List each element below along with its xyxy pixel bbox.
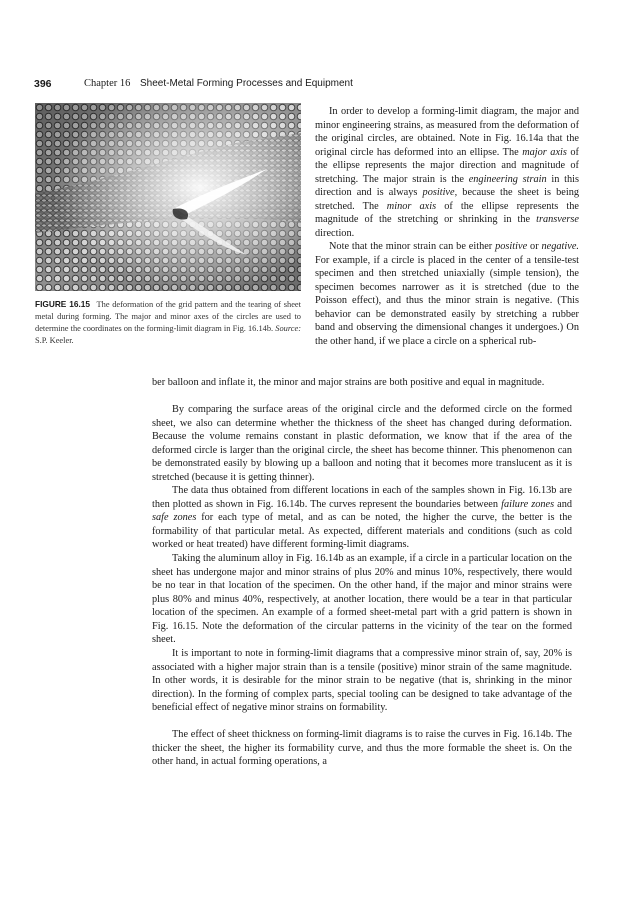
figure-caption (35, 298, 301, 347)
figure-source: S.P. Keeler. (35, 336, 74, 345)
figure-photo (35, 103, 301, 291)
figure-caption-text: The deformation of the grid pattern and the tearing of sheet metal during forming. The major and minor axes of the circles are used to determine the coordinates on the forming-limit diagram in Fig. 16.14b. (35, 300, 301, 333)
chapter-title: Sheet-Metal Forming Processes and Equipment (140, 78, 353, 89)
paragraph-sheet-thickness: The effect of sheet thickness on forming-limit diagrams is to raise the curves in Fig. 16.14b. The thicker the sheet, the higher its formability curve, and thus the more formable the sheet is. On the other hand, in actual forming operations, a (152, 729, 572, 768)
paragraph-forming-limit: In order to develop a forming-limit diagram, the major and minor engineering strains, as measured from the deformation of the original circles, are obtained. Note in Fig. 16.14a that the original circle has deformed into an ellipse. The major axis of the ellipse represents the major direction and magnitude of stretching. The major strain is the engineering strain in this direction and is always positive, because the sheet is being stretched. The minor axis of the ellipse represents the magnitude of the stretching or shrinking in the transverse direction. (315, 106, 579, 239)
figure-label: FIGURE 16.15 (35, 299, 90, 309)
paragraph-data-plotted: The data thus obtained from different locations in each of the samples shown in Fig. 16.13b are then plotted as shown in Fig. 16.14b. The curves represent the boundaries between failure zones and safe zones for each type of metal, and as can be noted, the higher the curve, the better is the formability of that particular metal. As expected, different materials and conditions (such as cold worked or heat treated) have different forming-limit diagrams. (152, 485, 572, 551)
chapter-label: Chapter 16 (84, 78, 131, 89)
figure-source-label: Source: (275, 324, 301, 333)
paragraph-minor-strain: Note that the minor strain can be either positive or negative. For example, if a circle is placed in the center of a tensile-test specimen and then stretched uniaxially (simple tension), the specimen becomes narrower as it is stretched (due to the Poisson effect), and thus the minor strain is negative. (This behavior can be demonstrated easily by stretching a rubber band and observing the dimensional changes it undergoes.) On the other hand, if we place a circle on a spherical rub- (315, 241, 579, 347)
page-number: 396 (34, 78, 52, 90)
paragraph-minor-strain-continued: ber balloon and inflate it, the minor and major strains are both positive and equal in magnitude. (152, 377, 545, 388)
paragraph-aluminum-example: Taking the aluminum alloy in Fig. 16.14b as an example, if a circle in a particular location on the sheet has undergone major and minor strains of plus 20% and minus 10%, respectively, there would be no tear in that location of the specimen. On the other hand, if the major and minor strains were plus 80% and minus 40%, respectively, at another location, there would be a tear in that particular location of the specimen. An example of a formed sheet-metal part with a grid pattern is shown in Fig. 16.15. Note the deformation of the circular patterns in the vicinity of the tear on the formed sheet. (152, 553, 572, 646)
paragraph-compressive-strain: It is important to note in forming-limit diagrams that a compressive minor strain of, say, 20% is associated with a higher major strain than is a tensile (positive) minor strain of the same magnitude. In other words, it is desirable for the minor strain to be negative (that is, shrinking in the minor direction). In the forming of complex parts, special tooling can be designed to take advantage of the beneficial effect of negative minor strains on formability. (152, 648, 572, 714)
paragraph-surface-areas: By comparing the surface areas of the original circle and the deformed circle on the formed sheet, we also can determine whether the thickness of the sheet has changed during deformation. Because the volume remains constant in plastic deformation, we know that if the area of the deformed circle is larger than the original circle, the sheet has become thinner. This phenomenon can be demonstrated easily by blowing up a balloon and noting that it becomes more translucent as it is stretched (because it is getting thinner). (152, 404, 572, 483)
page-header (34, 78, 594, 92)
